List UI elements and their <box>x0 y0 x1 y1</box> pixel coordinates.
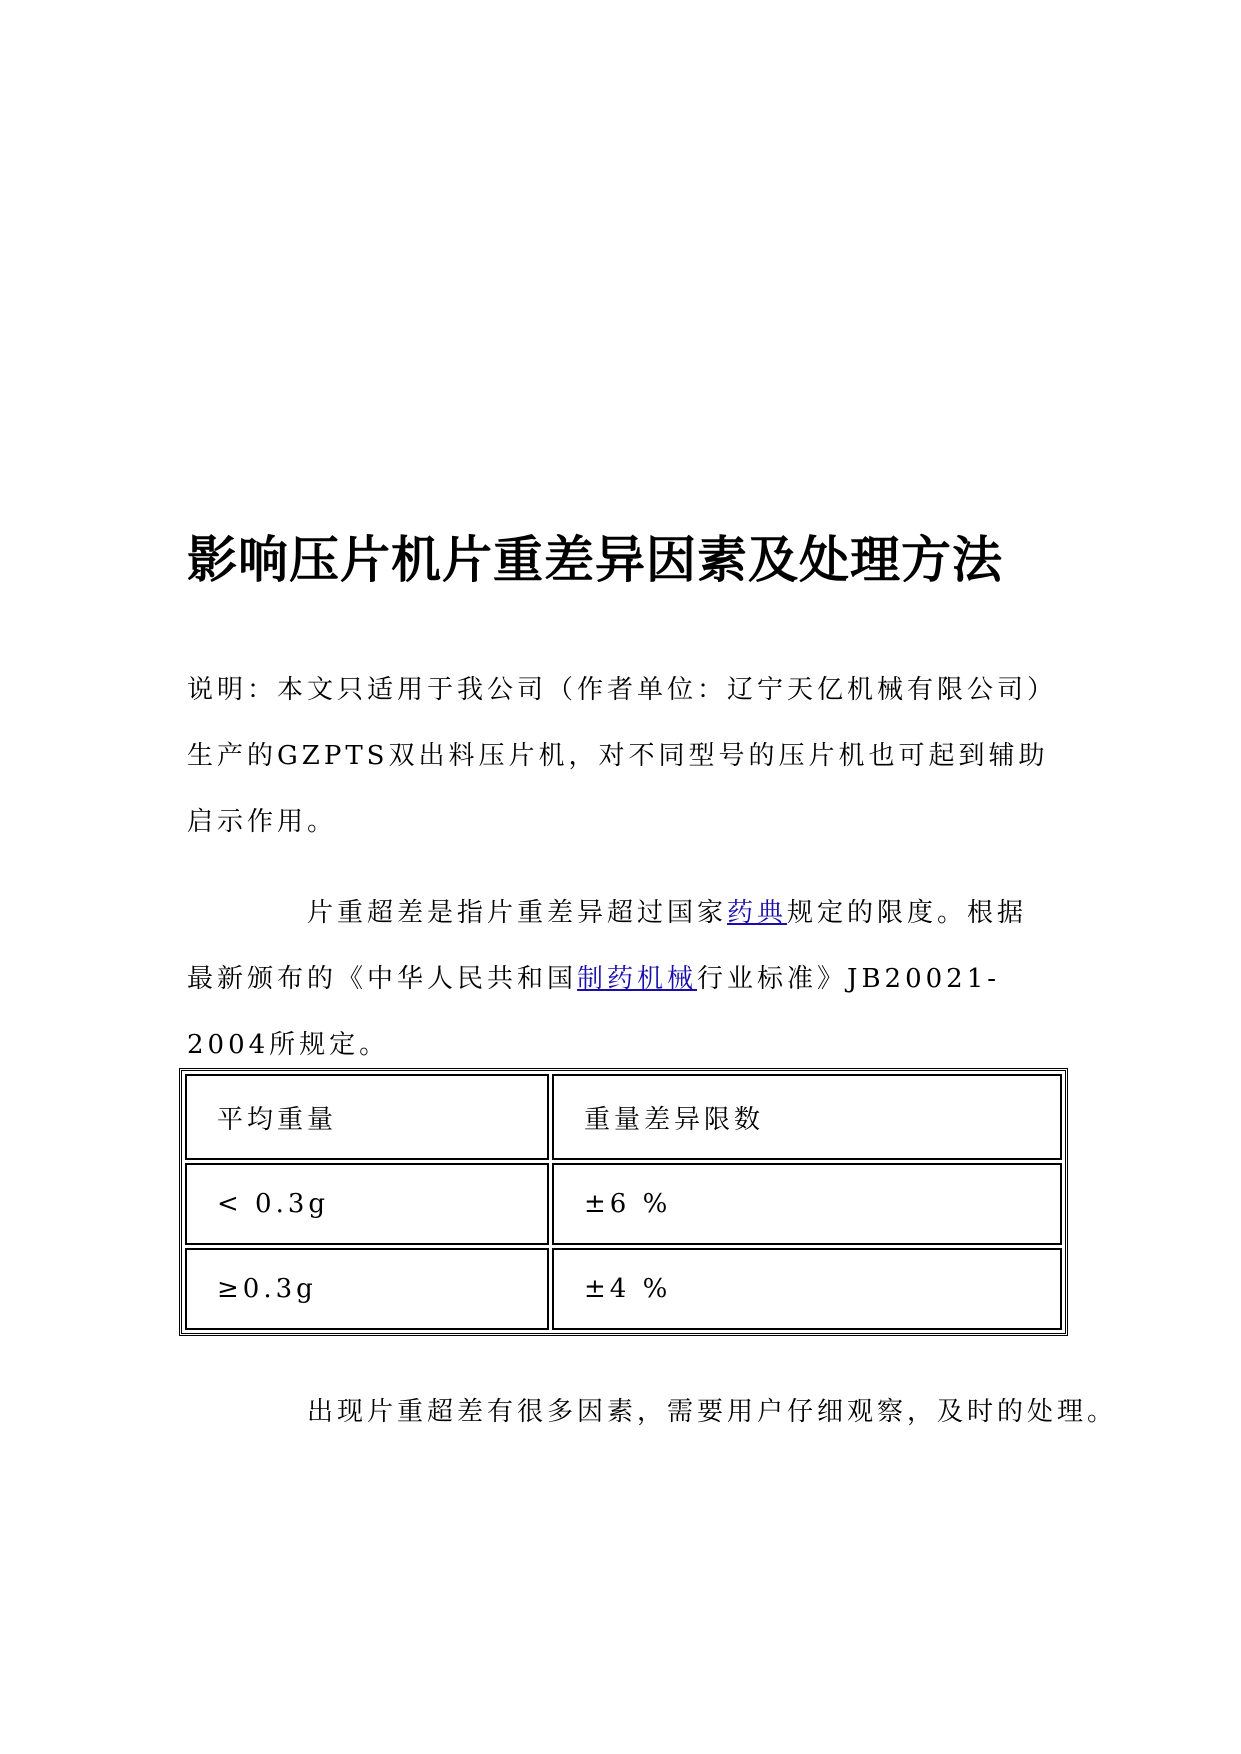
definition-text-middle: 规定的限度。根据最新颁布的《中华人民共和国 <box>187 898 1028 994</box>
header-average-weight: 平均重量 <box>185 1074 549 1160</box>
pharmaceutical-machinery-link[interactable]: 制药机械 <box>577 964 698 994</box>
table-cell-limit: ±6 % <box>552 1163 1062 1245</box>
table-cell-weight: < 0.3g <box>185 1163 549 1245</box>
table-cell-limit: ±4 % <box>552 1248 1062 1330</box>
table-row <box>185 1248 1062 1330</box>
closing-paragraph: 出现片重超差有很多因素，需要用户仔细观察，及时的处理。 <box>307 1397 1118 1427</box>
definition-paragraph <box>187 880 1053 1078</box>
pharmacopoeia-link[interactable]: 药典 <box>727 898 788 928</box>
definition-text-after: 行业标准》JB20021-2004所规定。 <box>187 964 1001 1060</box>
table-header-row <box>185 1074 1062 1160</box>
weight-variation-table <box>179 1068 1068 1336</box>
intro-paragraph: 说明：本文只适用于我公司（作者单位：辽宁天亿机械有限公司）生产的GZPTS双出料压片机，对不同型号的压片机也可起到辅助启示作用。 <box>187 675 1049 837</box>
header-variation-limit: 重量差异限数 <box>552 1074 1062 1160</box>
table-cell-weight: ≥0.3g <box>185 1248 549 1330</box>
page-title: 影响压片机片重差异因素及处理方法 <box>187 531 1003 589</box>
table-row <box>185 1163 1062 1245</box>
definition-text-before: 片重超差是指片重差异超过国家 <box>307 898 728 928</box>
